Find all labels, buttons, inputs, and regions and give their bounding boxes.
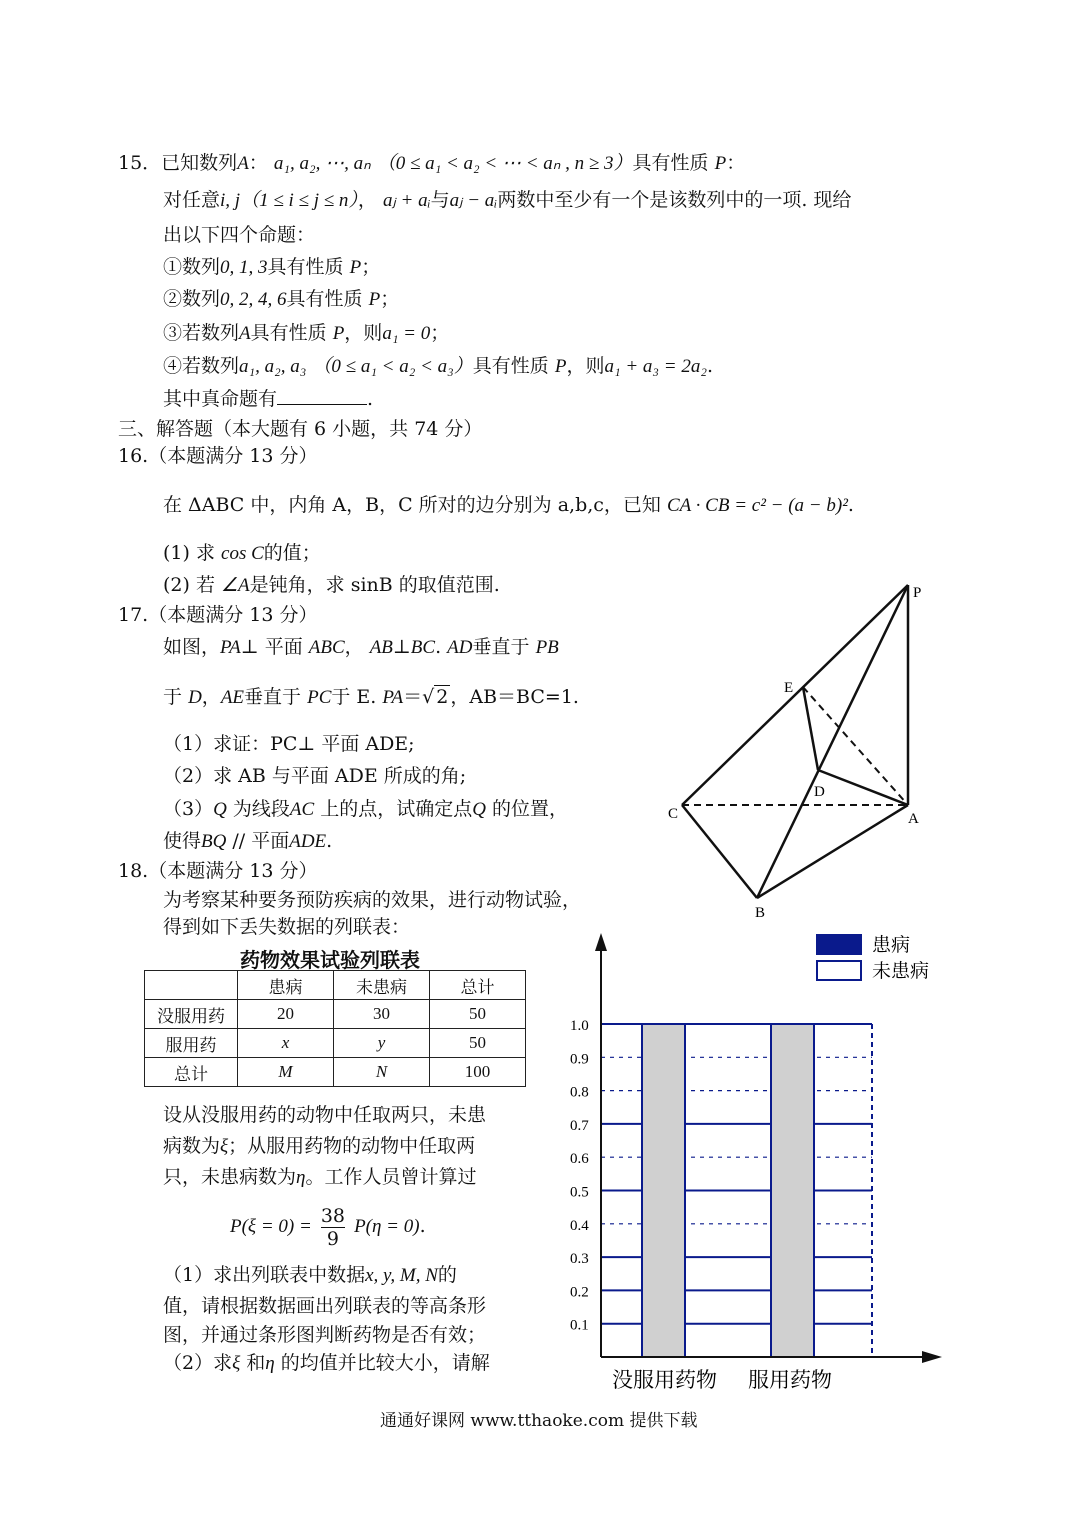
label-D: D xyxy=(814,784,825,800)
table-cell: N xyxy=(334,1058,430,1087)
edge-ED xyxy=(803,687,818,770)
table-title: 药物效果试验列联表 xyxy=(240,948,420,972)
q18-line1: 为考察某种要务预防疾病的效果，进行动物试验， xyxy=(163,889,582,911)
y-tick-label: 0.1 xyxy=(570,1317,589,1334)
answer-blank[interactable] xyxy=(277,386,367,405)
table-cell: 50 xyxy=(430,1000,526,1029)
q17-part3b: 使得BQ // 平面ADE. xyxy=(163,830,333,852)
q15-prop3: ③若数列A具有性质 P，则a₁ = 0； xyxy=(163,322,450,344)
y-tick-label: 0.6 xyxy=(570,1151,589,1168)
y-tick-label: 0.9 xyxy=(570,1051,589,1068)
y-tick-label: 0.5 xyxy=(570,1184,589,1201)
q17-head: 17.（本题满分 13 分） xyxy=(118,604,318,626)
q17-part2: （2）求 AB 与平面 ADE 所成的角; xyxy=(163,765,467,787)
q15-line1: 15．已知数列A： a₁, a₂, ⋯, aₙ （0 ≤ a₁ < a₂ < ⋯ < aₙ , n ≥ 3）具有性质 P： xyxy=(118,152,746,174)
q18-part1-a: （1）求出列联表中数据x, y, M, N的 xyxy=(163,1264,457,1286)
footer: 通通好课网 www.tthaoke.com 提供下载 xyxy=(380,1411,698,1431)
label-E: E xyxy=(784,680,794,696)
q18-text2: 病数为ξ；从服用药物的动物中任取两 xyxy=(163,1135,476,1157)
label-A: A xyxy=(908,811,919,827)
q18-part1-b: 值，请根据数据画出列联表的等高条形 xyxy=(163,1295,487,1317)
table-cell: y xyxy=(334,1029,430,1058)
table-cell: 30 xyxy=(334,1000,430,1029)
bar xyxy=(771,1024,814,1357)
table-cell: 50 xyxy=(430,1029,526,1058)
pyramid-figure xyxy=(660,575,930,925)
legend-label-patient: 患病 xyxy=(872,935,911,956)
y-tick-label: 0.4 xyxy=(570,1217,589,1234)
q18-line2: 得到如下丢失数据的列联表： xyxy=(163,916,411,938)
q18-text3: 只，未患病数为η。工作人员曾计算过 xyxy=(163,1166,477,1188)
q17-line2: 于 D，AE垂直于 PC于 E. PA＝√ 2 ，AB＝BC=1. xyxy=(163,686,579,708)
y-tick-label: 1.0 xyxy=(570,1018,589,1034)
contingency-table xyxy=(144,970,526,1087)
q16-part2: (2) 若 ∠A是钝角，求 sinB 的取值范围. xyxy=(163,574,500,596)
bar xyxy=(642,1024,685,1357)
table-row xyxy=(145,1029,526,1058)
q18-head: 18.（本题满分 13 分） xyxy=(118,860,318,882)
edge-PC xyxy=(682,585,908,805)
stacked-bar-chart xyxy=(560,925,960,1400)
table-cell: 服用药 xyxy=(145,1029,238,1058)
q18-part2: （2）求ξ 和η 的均值并比较大小，请解 xyxy=(163,1352,490,1374)
edge-CB xyxy=(682,805,757,898)
q18-part1-c: 图，并通过条形图判断药物是否有效； xyxy=(163,1324,487,1346)
table-cell: M xyxy=(238,1058,334,1087)
edge-DA xyxy=(818,770,908,805)
y-tick-label: 0.7 xyxy=(570,1117,589,1134)
x-category-label: 服用药物 xyxy=(748,1368,832,1392)
label-C: C xyxy=(668,806,679,822)
q15-prop1: ①数列0, 1, 3具有性质 P； xyxy=(163,256,381,278)
q15-prop4: ④若数列a₁, a₂, a₃ （0 ≤ a₁ < a₂ < a₃）具有性质 P，则a₁ + a₃ = 2a₂. xyxy=(163,355,713,377)
q18-text1: 设从没服用药的动物中任取两只，未患 xyxy=(163,1104,487,1126)
q15-answer-line: 其中真命题有 . xyxy=(163,388,374,410)
x-axis-arrow-icon xyxy=(922,1351,942,1363)
q15-prop2: ②数列0, 2, 4, 6具有性质 P； xyxy=(163,288,400,310)
label-P: P xyxy=(913,585,922,601)
table-cell: 20 xyxy=(238,1000,334,1029)
y-tick-labels xyxy=(570,1018,589,1334)
q17-part1: （1）求证：PC⊥ 平面 ADE; xyxy=(163,733,415,755)
table-header-cell xyxy=(145,971,238,1000)
q18-formula: P(ξ = 0) = $\frac{38}{9}$ P(η = 0). xyxy=(230,1204,426,1250)
table-cell: x xyxy=(238,1029,334,1058)
x-category-label: 没服用药物 xyxy=(612,1368,717,1392)
y-tick-label: 0.8 xyxy=(570,1084,589,1101)
label-B: B xyxy=(755,905,766,921)
q17-part3: （3）Q 为线段AC 上的点，试确定点Q 的位置， xyxy=(163,798,569,820)
table-cell: 没服用药 xyxy=(145,1000,238,1029)
table-header-cell: 患病 xyxy=(238,971,334,1000)
q16-head: 16.（本题满分 13 分） xyxy=(118,445,318,467)
q15-line2: 对任意i, j（1 ≤ i ≤ j ≤ n）， aⱼ + aᵢ与aⱼ − aᵢ两数中至少有一个是该数列中的一项. 现给 xyxy=(163,189,852,211)
y-axis-arrow-icon xyxy=(595,933,607,951)
table-row xyxy=(145,1058,526,1087)
table-row xyxy=(145,1000,526,1029)
legend-label-healthy: 未患病 xyxy=(872,961,930,982)
y-tick-label: 0.2 xyxy=(570,1284,589,1301)
q15-line3: 出以下四个命题： xyxy=(163,224,316,246)
q16-part1: (1) 求 cos C的值； xyxy=(163,542,321,564)
table-header-cell: 总计 xyxy=(430,971,526,1000)
table-header-row xyxy=(145,971,526,1000)
q17-line1: 如图，PA⊥ 平面 ABC， AB⊥BC. AD垂直于 PB xyxy=(163,636,559,658)
y-tick-label: 0.3 xyxy=(570,1251,589,1268)
legend-swatch-patient xyxy=(817,935,861,954)
table-cell: 总计 xyxy=(145,1058,238,1087)
section-title: 三、解答题（本大题有 6 小题，共 74 分） xyxy=(118,418,483,440)
q16-statement: 在 ΔABC 中，内角 A，B，C 所对的边分别为 a,b,c，已知 CA · CB = c² − (a − b)². xyxy=(163,494,854,516)
table-cell: 100 xyxy=(430,1058,526,1087)
fraction: $\frac{38}{9}$ xyxy=(320,1204,346,1250)
table-header-cell: 未患病 xyxy=(334,971,430,1000)
legend-swatch-healthy xyxy=(817,961,861,980)
